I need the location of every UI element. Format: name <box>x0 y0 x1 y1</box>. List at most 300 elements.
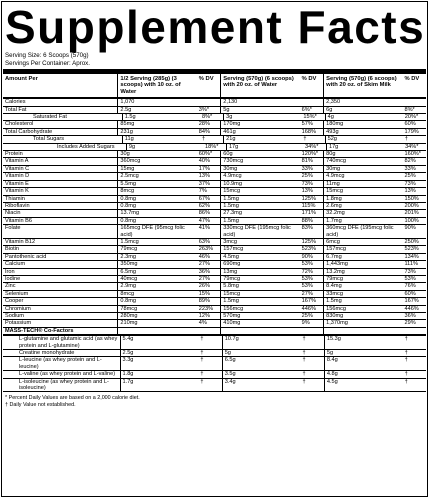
nutrient-row <box>3 144 426 151</box>
nutrient-amount: 79mcg <box>323 276 403 282</box>
nutrient-amount: 4g <box>325 114 404 120</box>
mass-tech-title-spacer <box>403 328 426 334</box>
nutrient-dv: 27% <box>198 261 210 268</box>
nutrient-dv <box>198 99 221 105</box>
nutrient-dv: 263% <box>198 246 214 253</box>
nutrient-row <box>3 291 426 298</box>
nutrient-amount: 1.7mg <box>323 218 403 224</box>
nutrient-dv: 28% <box>198 121 210 128</box>
servings-per-container: Servings Per Container: Aprox. <box>5 59 90 67</box>
mass-tech-amount: 5g <box>222 350 302 356</box>
mass-tech-row <box>3 357 426 371</box>
nutrient-name: Total Sugars <box>33 136 65 143</box>
nutrient-row <box>3 203 426 210</box>
nutrient-amount: 1.5mg <box>220 218 300 224</box>
nutrient-amount: 30g <box>117 151 197 157</box>
nutrient-dv: 26% <box>198 283 210 290</box>
mass-tech-amount: 10.7g <box>222 336 302 349</box>
nutrient-dv: 8%* <box>201 114 213 121</box>
nutrient-dv: 12% <box>198 313 210 319</box>
mass-tech-title-spacer <box>198 328 221 334</box>
nutrient-dv: † <box>404 136 408 143</box>
mass-tech-name: L-glutamine and glutamic acid (as whey protein and L-glutamine) <box>19 336 118 349</box>
nutrient-dv: 160%* <box>404 151 421 158</box>
nutrient-amount: 1,370mg <box>323 320 403 326</box>
nutrient-amount: 21g <box>223 136 302 142</box>
header-col-serving-milk: Serving (570g) (6 scoops) with 20 oz. of Skim Milk <box>323 74 403 97</box>
nutrient-dv: 167% <box>301 298 316 305</box>
nutrient-amount: 1.5mg <box>220 196 300 202</box>
nutrient-dv: 53% <box>404 275 416 282</box>
nutrient-dv: 250% <box>404 238 419 245</box>
nutrient-dv: 168% <box>301 128 316 135</box>
nutrient-dv: 46% <box>198 253 210 260</box>
nutrient-dv: 72% <box>301 268 313 275</box>
nutrient-amount: 0.8mg <box>117 218 197 224</box>
nutrient-name: Protein <box>5 151 23 158</box>
mass-tech-dv: † <box>200 350 204 357</box>
nutrient-amount: 1.8mg <box>323 196 403 202</box>
nutrient-dv: 53% <box>301 275 313 282</box>
nutrient-dv: 7% <box>198 188 207 195</box>
nutrient-dv: 62% <box>198 202 210 209</box>
nutrient-dv: † <box>201 136 206 143</box>
mass-tech-dv: † <box>404 371 408 378</box>
mass-tech-dv: † <box>404 357 408 364</box>
mass-tech-amount: 6.5g <box>222 357 302 370</box>
nutrient-amount: 0.8mg <box>117 196 197 202</box>
nutrient-dv: 41% <box>198 225 210 232</box>
nutrient-row <box>3 151 426 158</box>
nutrient-dv: 125% <box>301 238 316 245</box>
nutrient-amount: 156mcg <box>323 306 403 312</box>
header-col-half-serving: 1/2 Serving (285g) (3 scoops) with 10 oz. of Water <box>117 74 197 97</box>
mass-tech-row <box>3 371 426 378</box>
nutrient-dv: 446% <box>301 305 316 312</box>
nutrient-name: Calcium <box>5 261 26 268</box>
mass-tech-dv: † <box>302 378 306 385</box>
header-amount-per: Amount Per <box>5 76 38 82</box>
nutrient-amount: 4.9mcg <box>323 173 403 179</box>
footnotes <box>2 392 427 409</box>
nutrient-amount: 1,070 <box>117 99 197 105</box>
nutrient-dv: 47% <box>198 217 210 224</box>
nutrient-amount: 6.7mg <box>323 254 403 260</box>
nutrient-dv: 84% <box>198 128 210 135</box>
nutrient-amount: 0.8mg <box>117 298 197 304</box>
nutrient-dv: 73% <box>404 180 416 187</box>
nutrient-amount: 2,350 <box>323 99 403 105</box>
nutrient-row <box>3 121 426 128</box>
mass-tech-amount: 5g <box>324 350 404 356</box>
nutrient-amount: 360mcg DFE (195mcg folic acid) <box>323 225 403 238</box>
nutrient-amount: 165mcg DFE (95mcg folic acid) <box>117 225 197 238</box>
nutrient-dv: 82% <box>404 158 416 165</box>
header-dv: % DV <box>198 76 214 82</box>
mass-tech-amount: 5.4g <box>120 336 200 349</box>
nutrient-dv: 57% <box>301 121 313 128</box>
mass-tech-row <box>3 379 426 393</box>
nutrient-dv: 36% <box>198 268 210 275</box>
nutrient-dv: 40% <box>198 158 210 165</box>
mass-tech-amount: 3.4g <box>222 379 302 392</box>
header-dv: % DV <box>301 76 317 82</box>
nutrient-dv: 15% <box>198 290 210 297</box>
nutrient-dv: 90% <box>301 253 313 260</box>
nutrient-name: Vitamin C <box>5 165 30 172</box>
nutrient-dv: 523% <box>404 246 419 253</box>
nutrient-name: Vitamin E <box>5 180 29 187</box>
nutrient-dv: 83% <box>301 225 313 232</box>
nutrient-name: Sodium <box>5 313 24 319</box>
mass-tech-rows <box>3 336 426 392</box>
nutrient-name: Saturated Fat <box>33 114 67 121</box>
nutrient-amount: 10.9mg <box>220 181 300 187</box>
nutrient-row <box>3 261 426 268</box>
nutrient-dv: 33% <box>301 165 313 172</box>
nutrient-name: Potassium <box>5 320 32 327</box>
nutrient-row <box>3 114 426 121</box>
supplement-facts-panel <box>1 1 428 497</box>
nutrient-name: Vitamin B6 <box>5 217 32 224</box>
footnote-dv: * Percent Daily Values are based on a 2,000 calorie diet. <box>5 395 140 402</box>
nutrient-dv: 25% <box>301 313 313 319</box>
nutrient-name: Thiamin <box>5 195 25 202</box>
nutrient-dv: 27% <box>301 290 313 297</box>
nutrient-dv: 13% <box>404 188 416 195</box>
nutrient-amount: 1,443mg <box>323 261 403 267</box>
mass-tech-dv: † <box>302 357 306 364</box>
mass-tech-title-spacer <box>323 328 403 334</box>
nutrient-row <box>3 306 426 313</box>
nutrient-dv: 29% <box>404 320 416 327</box>
nutrient-dv: 125% <box>301 195 316 202</box>
nutrient-amount: 1.5mcg <box>117 239 197 245</box>
nutrient-dv: 89% <box>198 298 210 305</box>
nutrient-amount: 6g <box>323 107 403 113</box>
nutrient-name: Total Fat <box>5 106 27 113</box>
mass-tech-title-spacer <box>117 328 197 334</box>
nutrient-amount: 2.5mcg <box>117 173 197 179</box>
nutrient-dv: 523% <box>301 246 316 253</box>
nutrient-dv: 150% <box>404 195 419 202</box>
nutrient-dv: 76% <box>404 283 416 290</box>
footnote-dagger: † Daily Value not established. <box>5 402 76 409</box>
nutrient-amount: 13.2mg <box>323 269 403 275</box>
mass-tech-dv: † <box>200 336 204 343</box>
nutrient-amount: 1.5mg <box>220 203 300 209</box>
nutrient-name: Vitamin A <box>5 158 29 165</box>
nutrient-row <box>3 239 426 246</box>
nutrient-dv: 120%* <box>301 151 319 158</box>
nutrient-name: Cholesterol <box>5 121 34 128</box>
nutrient-row <box>3 225 426 239</box>
nutrient-amount: 830mg <box>323 313 403 319</box>
mass-tech-dv: † <box>302 371 306 378</box>
nutrient-amount: 493g <box>323 129 403 135</box>
nutrient-name: Vitamin B12 <box>5 238 36 245</box>
nutrient-dv: 73% <box>404 268 416 275</box>
nutrient-dv: 171% <box>301 210 316 217</box>
nutrient-amount: 740mcg <box>323 158 403 164</box>
nutrient-amount: 6mcg <box>323 239 403 245</box>
nutrient-amount: 0.8mg <box>117 203 197 209</box>
nutrient-dv: 100% <box>404 217 419 224</box>
nutrient-amount: 570mg <box>220 313 300 319</box>
mass-tech-dv: † <box>302 350 306 357</box>
nutrient-amount: 80g <box>323 151 403 157</box>
nutrient-dv: 179% <box>404 128 419 135</box>
nutrient-dv: 88% <box>301 217 313 224</box>
nutrient-amount: 79mcg <box>117 246 197 252</box>
nutrient-dv: 8%* <box>404 106 415 113</box>
mass-tech-row <box>3 350 426 357</box>
nutrient-amount: 3mcg <box>220 239 300 245</box>
nutrient-amount: 210mg <box>117 320 197 326</box>
nutrient-dv: 67% <box>198 195 210 202</box>
nutrient-dv: 25% <box>404 173 416 180</box>
nutrient-row <box>3 158 426 165</box>
nutrient-amount: 156mcg <box>220 306 300 312</box>
nutrient-amount: 410mg <box>220 320 300 326</box>
nutrient-row <box>3 313 426 320</box>
nutrient-dv: 9% <box>301 320 310 327</box>
mass-tech-amount: 8.4g <box>324 357 404 370</box>
nutrient-amount: 15mcg <box>220 188 300 194</box>
nutrient-amount: 85mg <box>117 121 197 127</box>
nutrient-amount: 27.3mg <box>220 210 300 216</box>
nutrient-dv: 27% <box>198 275 210 282</box>
facts-table <box>3 74 426 392</box>
mass-tech-name: Creatine monohydrate <box>19 350 75 357</box>
nutrient-amount: 231g <box>117 129 197 135</box>
panel-title: Supplement Facts <box>5 1 426 53</box>
nutrient-amount: 4.5mg <box>220 254 300 260</box>
nutrient-name: Total Carbohydrate <box>5 128 53 135</box>
nutrient-row <box>3 129 426 136</box>
nutrient-dv: 115% <box>301 202 316 209</box>
nutrient-dv: 201% <box>404 210 419 217</box>
nutrient-amount: 15mcg <box>323 188 403 194</box>
mass-tech-title-row <box>3 328 426 336</box>
nutrient-name: Cooper <box>5 298 24 305</box>
nutrient-amount: 15mcg <box>220 291 300 297</box>
mass-tech-dv: † <box>302 336 306 343</box>
nutrient-row <box>3 188 426 195</box>
header-col-serving-water: Serving (570g) (6 scoops) with 20 oz. of Water <box>220 74 300 97</box>
nutrient-dv: 81% <box>301 158 313 165</box>
nutrient-amount: 8mcg <box>117 291 197 297</box>
nutrient-amount: 13.7mg <box>117 210 197 216</box>
nutrient-dv: 73% <box>301 180 313 187</box>
mass-tech-dv: † <box>404 350 408 357</box>
nutrient-amount: 11mg <box>323 181 403 187</box>
nutrient-name: Riboflavin <box>5 202 30 209</box>
nutrient-amount: 30mg <box>323 166 403 172</box>
mass-tech-title-spacer <box>301 328 324 334</box>
mass-tech-title: MASS-TECH® Co-Factors <box>5 327 74 334</box>
nutrient-amount: 280mg <box>117 313 197 319</box>
nutrient-row <box>3 254 426 261</box>
nutrient-name: Biotin <box>5 246 19 253</box>
mass-tech-name: L-valine (as whey protein and L-valine) <box>19 371 116 378</box>
nutrient-dv: 20%* <box>404 114 419 121</box>
nutrient-row <box>3 320 426 327</box>
nutrient-amount: 13mg <box>220 269 300 275</box>
nutrient-dv: 167% <box>404 298 419 305</box>
nutrient-dv: 25% <box>301 173 313 180</box>
nutrient-row <box>3 166 426 173</box>
nutrient-dv: 60% <box>404 290 416 297</box>
nutrient-dv: 111% <box>404 261 418 268</box>
mass-tech-amount: 1.8g <box>120 371 200 377</box>
nutrient-amount: 33mcg <box>323 291 403 297</box>
nutrient-dv: 13% <box>301 188 313 195</box>
nutrient-amount: 350mg <box>117 261 197 267</box>
nutrient-amount: 78mcg <box>117 306 197 312</box>
mass-tech-amount: 3.5g <box>222 371 302 377</box>
nutrient-row <box>3 99 426 106</box>
mass-tech-amount: 2.5g <box>120 350 200 356</box>
nutrient-amount: 170mg <box>220 121 300 127</box>
mass-tech-amount: 4.8g <box>324 371 404 377</box>
nutrient-dv: 36% <box>404 313 416 319</box>
nutrient-dv: 18%* <box>205 143 219 150</box>
nutrient-dv: 53% <box>301 261 313 268</box>
nutrient-row <box>3 136 426 143</box>
nutrient-dv: 33% <box>404 165 416 172</box>
nutrient-amount: 360mcg <box>117 158 197 164</box>
nutrient-row <box>3 196 426 203</box>
nutrient-amount: 2,130 <box>220 99 300 105</box>
nutrient-name: Selenium <box>5 290 29 297</box>
nutrient-amount: 6.5mg <box>117 269 197 275</box>
nutrient-dv: 34%* <box>305 143 319 150</box>
nutrient-dv: 6%* <box>301 106 312 113</box>
serving-size: Serving Size: 6 Scoops (570g) <box>5 52 89 59</box>
nutrient-amount: 32.2mg <box>323 210 403 216</box>
nutrient-amount: 11g <box>122 136 201 142</box>
nutrient-amount: 2.6mg <box>323 203 403 209</box>
nutrient-amount: 5.5mg <box>117 181 197 187</box>
nutrient-amount: 690mg <box>220 261 300 267</box>
nutrient-name: Iodine <box>5 275 21 282</box>
header-dv: % DV <box>404 76 420 82</box>
nutrient-amount: 9g <box>126 144 204 150</box>
nutrient-row <box>3 210 426 217</box>
mass-tech-dv: † <box>200 357 204 364</box>
mass-tech-name: L-isoleucine (as whey protein and L-isoleucine) <box>19 378 109 392</box>
nutrient-dv: 90% <box>404 225 416 232</box>
nutrient-amount: 157mcg <box>220 246 300 252</box>
nutrient-dv: 15%* <box>303 114 317 121</box>
nutrient-amount: 4.9mcg <box>220 173 300 179</box>
nutrient-dv: 223% <box>198 305 214 312</box>
mass-tech-amount: 1.7g <box>120 379 200 392</box>
nutrient-amount: 2.3mg <box>117 254 197 260</box>
nutrient-row <box>3 269 426 276</box>
nutrient-dv: 200% <box>404 202 419 209</box>
nutrient-dv: 53% <box>301 283 313 290</box>
nutrient-dv: 34%* <box>405 143 419 150</box>
nutrient-amount: 157mcg <box>323 246 403 252</box>
nutrient-amount: 8.4mg <box>323 283 403 289</box>
mass-tech-dv: † <box>404 378 408 385</box>
nutrient-amount: 30mg <box>220 166 300 172</box>
nutrient-name: Iron <box>5 268 15 275</box>
nutrient-amount: 2.5g <box>117 107 197 113</box>
nutrient-amount: 60g <box>220 151 300 157</box>
nutrient-name: Vitamin K <box>5 188 29 195</box>
mass-tech-amount: 4.5g <box>324 379 404 392</box>
nutrient-amount: 2.9mg <box>117 283 197 289</box>
nutrient-amount: 3g <box>223 114 302 120</box>
nutrient-name: Zinc <box>5 283 16 290</box>
nutrient-dv: 37% <box>198 180 210 187</box>
nutrient-amount: 1.5mg <box>323 298 403 304</box>
nutrient-amount: 730mcg <box>220 158 300 164</box>
nutrient-amount: 5g <box>220 107 300 113</box>
table-header <box>3 74 426 99</box>
nutrient-row <box>3 283 426 290</box>
nutrient-amount: 330mcg DFE (195mcg folic acid) <box>220 225 300 238</box>
mass-tech-name: L-leucine (as whey protein and L-leucine) <box>19 357 102 370</box>
mass-tech-amount: 15.3g <box>324 336 404 349</box>
nutrient-name: Chromium <box>5 305 31 312</box>
nutrient-dv: 60% <box>404 121 416 128</box>
nutrient-row <box>3 298 426 305</box>
nutrient-dv <box>403 99 426 105</box>
nutrient-row <box>3 276 426 283</box>
nutrient-name: Niacin <box>5 210 21 217</box>
nutrient-dv: 134% <box>404 253 419 260</box>
mass-tech-title-spacer <box>220 328 300 334</box>
nutrient-amount: 1.5g <box>122 114 201 120</box>
mass-tech-dv: † <box>200 371 204 378</box>
nutrient-amount: 52g <box>325 136 404 142</box>
nutrient-amount: 17g <box>326 144 404 150</box>
nutrient-amount: 15mg <box>117 166 197 172</box>
nutrient-dv: † <box>303 136 307 143</box>
nutrient-amount: 8mcg <box>117 188 197 194</box>
nutrient-row <box>3 173 426 180</box>
nutrient-dv <box>301 99 324 105</box>
mass-tech-row <box>3 336 426 350</box>
nutrient-dv: 3%* <box>198 106 210 113</box>
nutrient-row <box>3 181 426 188</box>
nutrient-row <box>3 246 426 253</box>
mass-tech-amount: 3.3g <box>120 357 200 370</box>
nutrient-dv: 86% <box>198 210 210 217</box>
nutrient-dv: 17% <box>198 165 210 172</box>
nutrient-row <box>3 218 426 225</box>
mass-tech-dv: † <box>200 378 204 385</box>
nutrient-amount: 1.5mg <box>220 298 300 304</box>
mass-tech-dv: † <box>404 336 408 343</box>
nutrient-name: Folate <box>5 225 21 232</box>
nutrient-amount: 40mcg <box>117 276 197 282</box>
nutrient-rows <box>3 99 426 328</box>
nutrient-row <box>3 107 426 114</box>
nutrient-dv: 60%* <box>198 151 213 158</box>
nutrient-amount: 17g <box>226 144 304 150</box>
nutrient-amount: 461g <box>220 129 300 135</box>
nutrient-name: Includes Added Sugars <box>57 143 115 150</box>
nutrient-name: Pantothenic acid <box>5 253 47 260</box>
nutrient-dv: 446% <box>404 305 419 312</box>
nutrient-amount: 180mg <box>323 121 403 127</box>
nutrient-amount: 5.8mg <box>220 283 300 289</box>
